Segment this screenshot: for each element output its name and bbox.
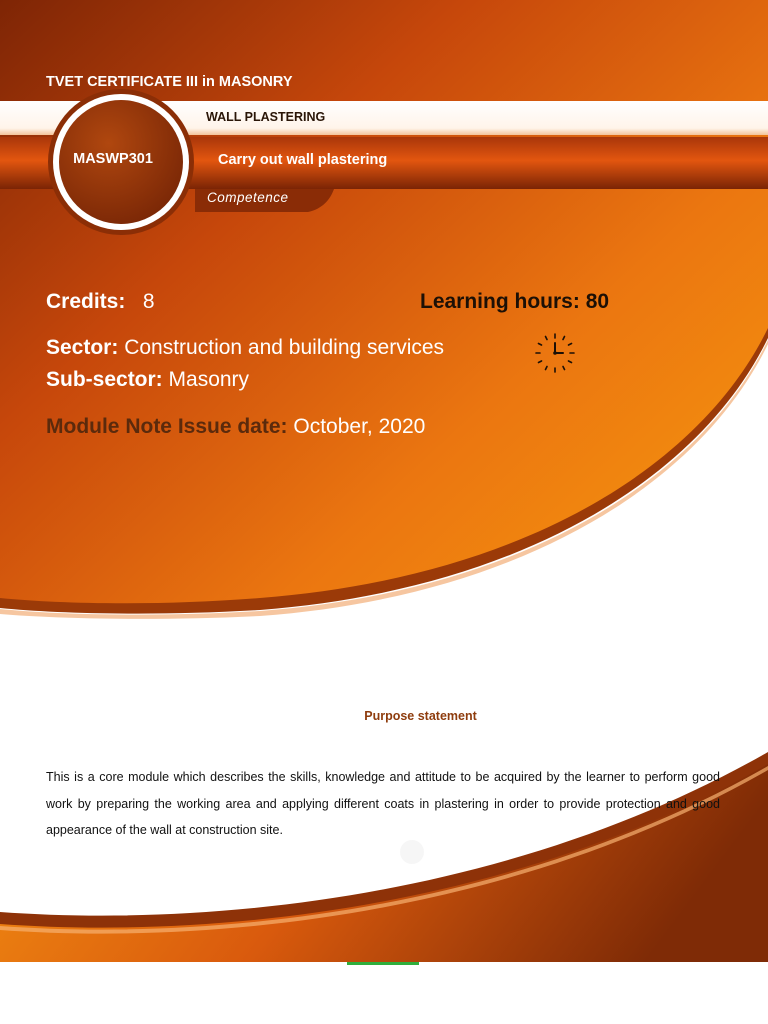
issue-date bbox=[46, 415, 425, 439]
clock-icon bbox=[533, 331, 577, 375]
issue-date-label: Module Note Issue date: bbox=[46, 415, 288, 438]
module-title-short: WALL PLASTERING bbox=[206, 110, 326, 124]
issue-date-value: October, 2020 bbox=[293, 415, 426, 438]
purpose-text: This is a core module which describes the skills, knowledge and attitude to be acquired by the learner to perform good work by preparing the working area and applying different coats in plastering in order to provide protection and good appearance of the wall at construction site. bbox=[46, 770, 720, 837]
sector-label: Sector: bbox=[46, 336, 119, 359]
subsector-label: Sub-sector: bbox=[46, 368, 163, 391]
sector-value: Construction and building services bbox=[124, 336, 445, 359]
credits-value: 8 bbox=[142, 290, 155, 313]
learning-hours-label: Learning hours: bbox=[420, 290, 580, 313]
purpose-title: Purpose statement bbox=[364, 709, 477, 723]
learning-hours-value: 80 bbox=[585, 290, 610, 313]
certificate-title: TVET CERTIFICATE III in MASONRY bbox=[46, 74, 293, 90]
module-code: MASWP301 bbox=[73, 151, 153, 167]
learning-hours bbox=[420, 290, 609, 314]
competence-label: Competence bbox=[207, 190, 289, 205]
sub-sector bbox=[46, 368, 249, 392]
credits-label: Credits: bbox=[46, 290, 126, 313]
module-title-full: Carry out wall plastering bbox=[218, 152, 388, 168]
divider bbox=[347, 962, 419, 965]
subsector-value: Masonry bbox=[168, 368, 250, 391]
sector bbox=[46, 336, 444, 360]
credits bbox=[46, 290, 155, 314]
